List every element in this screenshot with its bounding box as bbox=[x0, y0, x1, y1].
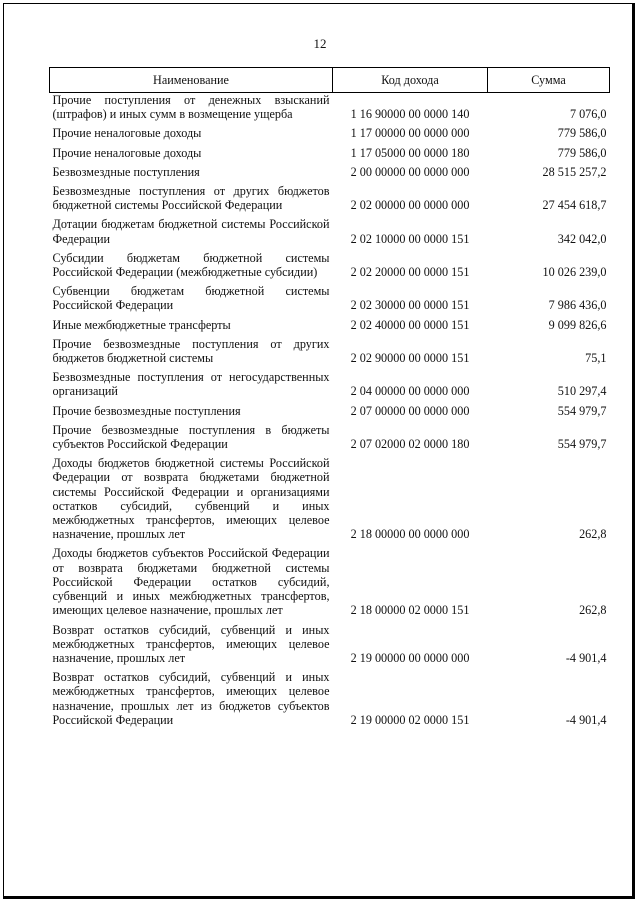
table-row bbox=[50, 670, 610, 732]
row-sum: 10 026 239,0 bbox=[542, 265, 607, 280]
row-sum: 262,8 bbox=[579, 527, 607, 542]
table-header bbox=[50, 68, 610, 93]
row-code: 2 18 00000 02 0000 151 bbox=[350, 603, 470, 618]
table-row bbox=[50, 337, 610, 370]
row-name: Безвозмездные поступления от негосударственных организаций bbox=[52, 370, 330, 399]
row-name: Доходы бюджетов субъектов Российской Федерации от возврата бюджетами бюджетной системы Российской Федерации остатков субсидий, субвенций и иных межбюджетных трансфертов, имеющих целевое назначение, прошлых лет bbox=[52, 546, 330, 618]
row-code: 2 00 00000 00 0000 000 bbox=[350, 164, 470, 179]
row-sum: 27 454 618,7 bbox=[542, 198, 607, 213]
table-row bbox=[50, 318, 610, 337]
row-sum: 7 076,0 bbox=[569, 107, 607, 122]
table-row bbox=[50, 93, 610, 127]
row-name: Возврат остатков субсидий, субвенций и иных межбюджетных трансфертов, имеющих целевое назначение, прошлых лет из бюджетов субъектов Российской Федерации bbox=[52, 670, 330, 727]
row-code: 1 17 00000 00 0000 000 bbox=[350, 126, 470, 141]
row-code: 2 02 00000 00 0000 000 bbox=[350, 198, 470, 213]
row-code: 2 07 00000 00 0000 000 bbox=[350, 403, 470, 418]
row-sum: 9 099 826,6 bbox=[548, 317, 607, 332]
revenue-table bbox=[49, 67, 610, 732]
table-body bbox=[50, 93, 610, 732]
table-row bbox=[50, 126, 610, 145]
table-row bbox=[50, 251, 610, 284]
row-code: 2 02 30000 00 0000 151 bbox=[350, 298, 470, 313]
row-name: Доходы бюджетов бюджетной системы Российской Федерации от возврата бюджетами бюджетной системы Российской Федерации и организациями остатков субсидий, субвенций и иных межбюджетных трансфертов, имеющих целевое назначение, прошлых лет bbox=[52, 456, 330, 542]
row-sum: 510 297,4 bbox=[557, 384, 607, 399]
table-row bbox=[50, 423, 610, 456]
table-row bbox=[50, 456, 610, 546]
table-row bbox=[50, 165, 610, 184]
row-code: 2 07 02000 02 0000 180 bbox=[350, 437, 470, 452]
row-sum: 262,8 bbox=[579, 603, 607, 618]
table-row bbox=[50, 217, 610, 250]
row-code: 1 16 90000 00 0000 140 bbox=[350, 107, 470, 122]
row-sum: 779 586,0 bbox=[557, 145, 607, 160]
header-name: Наименование bbox=[50, 68, 333, 93]
header-code: Код дохода bbox=[333, 68, 488, 93]
row-name: Безвозмездные поступления от других бюджетов бюджетной системы Российской Федерации bbox=[52, 184, 330, 213]
row-sum: 554 979,7 bbox=[557, 403, 607, 418]
row-name: Субсидии бюджетам бюджетной системы Российской Федерации (межбюджетные субсидии) bbox=[52, 250, 330, 280]
row-name: Прочие безвозмездные поступления bbox=[52, 403, 241, 418]
row-name: Прочие поступления от денежных взысканий (штрафов) и иных сумм в возмещение ущерба bbox=[52, 93, 330, 122]
table-row bbox=[50, 546, 610, 622]
table-row bbox=[50, 370, 610, 403]
table-row bbox=[50, 146, 610, 165]
row-code: 2 02 20000 00 0000 151 bbox=[350, 265, 470, 280]
row-sum: 7 986 436,0 bbox=[548, 298, 607, 313]
row-code: 2 19 00000 00 0000 000 bbox=[350, 650, 470, 665]
row-code: 2 02 10000 00 0000 151 bbox=[350, 231, 470, 246]
row-name: Возврат остатков субсидий, субвенций и иных межбюджетных трансфертов, имеющих целевое назначение, прошлых лет bbox=[52, 622, 330, 665]
row-sum: 75,1 bbox=[585, 351, 607, 366]
row-sum: 554 979,7 bbox=[557, 437, 607, 452]
row-sum: 779 586,0 bbox=[557, 126, 607, 141]
table-row bbox=[50, 404, 610, 423]
row-code: 2 02 90000 00 0000 151 bbox=[350, 351, 470, 366]
table-row bbox=[50, 184, 610, 217]
header-sum: Сумма bbox=[488, 68, 610, 93]
row-name: Прочие безвозмездные поступления в бюджеты субъектов Российской Федерации bbox=[52, 422, 330, 452]
row-name: Прочие безвозмездные поступления от других бюджетов бюджетной системы bbox=[52, 336, 330, 366]
row-name: Безвозмездные поступления bbox=[52, 164, 200, 179]
row-sum: -4 901,4 bbox=[565, 650, 607, 665]
row-code: 2 18 00000 00 0000 000 bbox=[350, 527, 470, 542]
row-sum: -4 901,4 bbox=[565, 712, 607, 727]
page-number: 12 bbox=[313, 36, 327, 51]
row-name: Прочие неналоговые доходы bbox=[52, 126, 202, 141]
row-name: Субвенции бюджетам бюджетной системы Российской Федерации bbox=[52, 284, 330, 313]
row-sum: 28 515 257,2 bbox=[542, 164, 607, 179]
table-row bbox=[50, 284, 610, 317]
row-code: 1 17 05000 00 0000 180 bbox=[350, 145, 470, 160]
row-code: 2 04 00000 00 0000 000 bbox=[350, 384, 470, 399]
row-code: 2 19 00000 02 0000 151 bbox=[350, 712, 470, 727]
row-name: Иные межбюджетные трансферты bbox=[52, 317, 231, 332]
row-name: Прочие неналоговые доходы bbox=[52, 145, 202, 160]
row-sum: 342 042,0 bbox=[557, 231, 607, 246]
row-name: Дотации бюджетам бюджетной системы Российской Федерации bbox=[52, 217, 330, 246]
row-code: 2 02 40000 00 0000 151 bbox=[350, 317, 470, 332]
table-row bbox=[50, 623, 610, 671]
header-row bbox=[50, 68, 610, 93]
